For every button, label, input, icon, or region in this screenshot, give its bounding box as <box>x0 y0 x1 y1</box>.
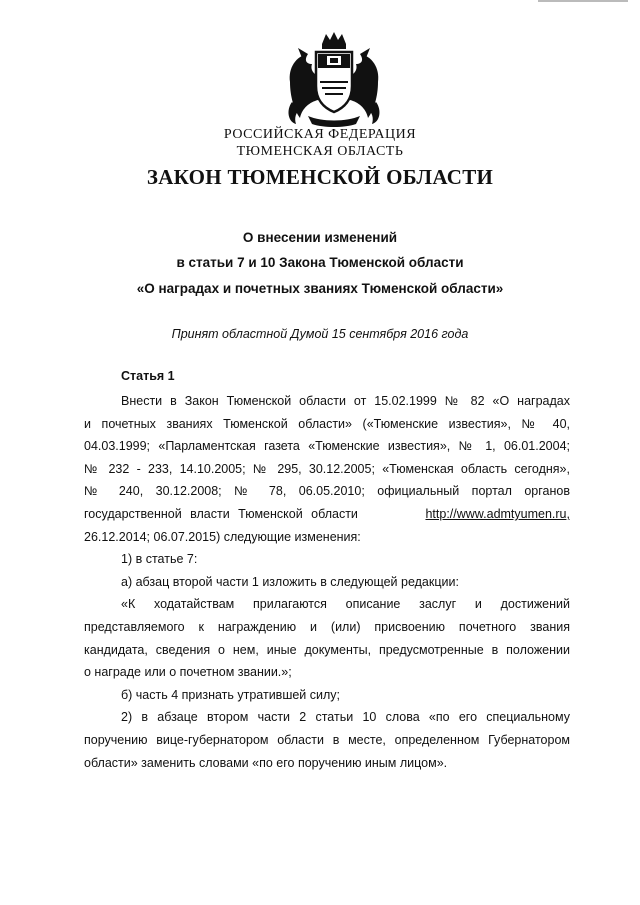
quote-line: кандидата, сведения о нем, иные документы, предусмотренные в положении <box>84 642 570 657</box>
item-2-line: 2) в абзаце втором части 2 статьи 10 слова «по его специальному <box>121 710 570 725</box>
article-title: Статья 1 <box>121 369 175 383</box>
item-2-line: области» заменить словами «по его поручению иным лицом». <box>84 755 448 770</box>
quote-line: о награде или о почетном звании.»; <box>84 665 292 680</box>
header-region: ТЮМЕНСКАЯ ОБЛАСТЬ <box>236 144 404 159</box>
body-line: Внести в Закон Тюменской области от 15.02.1999 № 82 «О наградах <box>121 394 570 408</box>
header-doc-type: ЗАКОН ТЮМЕНСКОЙ ОБЛАСТИ <box>146 165 494 189</box>
body-line <box>84 503 570 526</box>
body-line: № 240, 30.12.2008; № 78, 06.05.2010; официальный портал органов <box>84 484 570 499</box>
item-1b: б) часть 4 признать утратившей силу; <box>121 687 341 702</box>
portal-link[interactable]: http://www.admtyumen.ru, <box>425 506 570 521</box>
adoption-note: Принят областной Думой 15 сентября 2016 года <box>171 327 469 341</box>
quote-line: представляемого к награждению и (или) присвоению почетного звания <box>84 619 570 634</box>
body-line-text: государственной власти Тюменской области <box>84 506 358 521</box>
item-2-line: поручению вице-губернатором области в месте, определенном Губернатором <box>84 732 570 747</box>
article-body <box>84 390 570 774</box>
title-line-2: в статьи 7 и 10 Закона Тюменской области <box>176 255 464 270</box>
coat-of-arms-emblem <box>282 30 386 128</box>
body-line: и почетных званиях Тюменской области» («Тюменские известия», № 40, <box>84 416 570 431</box>
body-line: 26.12.2014; 06.07.2015) следующие изменения: <box>84 529 361 544</box>
item-1: 1) в статье 7: <box>121 552 198 567</box>
body-line: № 232 - 233, 14.10.2005; № 295, 30.12.2005; «Тюменская область сегодня», <box>84 461 570 476</box>
body-line: 04.03.1999; «Парламентская газета «Тюменские известия», № 1, 06.01.2004; <box>84 439 570 454</box>
quote-line: «К ходатайствам прилагаются описание заслуг и достижений <box>121 597 570 612</box>
header-country: РОССИЙСКАЯ ФЕДЕРАЦИЯ <box>223 127 417 142</box>
scan-mark <box>538 0 628 6</box>
item-1a: а) абзац второй части 1 изложить в следующей редакции: <box>121 574 459 589</box>
title-line-1: О внесении изменений <box>242 230 398 245</box>
title-line-3: «О наградах и почетных званиях Тюменской области» <box>136 281 504 296</box>
